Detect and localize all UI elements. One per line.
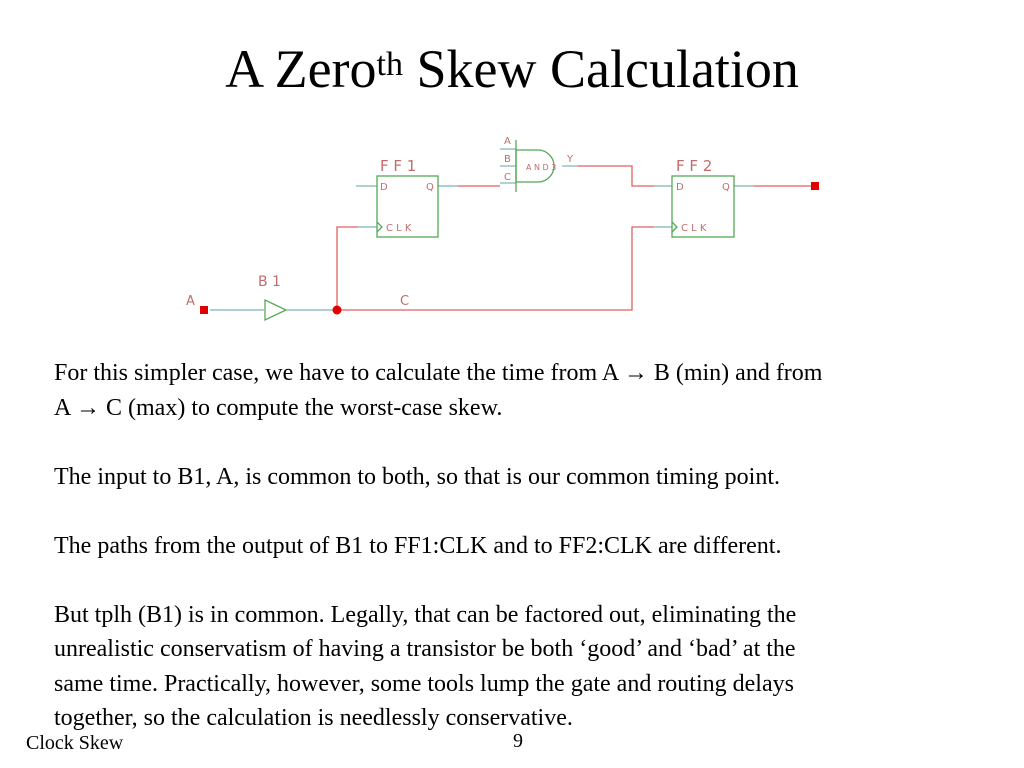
paragraph-1-line-1: For this simpler case, we have to calculate the time from A → B (min) and from (54, 360, 823, 386)
paragraph-1 (54, 356, 984, 425)
circuit-schematic (0, 0, 1024, 340)
net-c-label: C (400, 294, 410, 309)
title-main: A Zero (225, 39, 377, 99)
and3-output-y: Y (567, 154, 574, 165)
paragraph-3: The paths from the output of B1 to FF1:CLK and to FF2:CLK are different. (54, 532, 782, 559)
junction-dot (333, 306, 342, 315)
paragraph-4-line-4: together, so the calculation is needlessly conservative. (54, 705, 573, 731)
title-rest: Skew Calculation (402, 39, 799, 99)
slide-body (54, 356, 984, 736)
ff1-q-pin: Q (426, 182, 434, 193)
ff1-d-pin: D (380, 182, 388, 193)
component-outlines (265, 140, 734, 320)
ff2-label: F F 2 (676, 157, 713, 175)
paragraph-1-line-2: A → C (max) to compute the worst-case skew. (54, 394, 503, 421)
wires (337, 166, 812, 310)
buffer-b1 (265, 300, 286, 320)
ff1-label: F F 1 (380, 157, 417, 175)
paragraph-4 (54, 598, 984, 736)
and3-input-c: C (504, 172, 511, 183)
input-a-terminal (200, 306, 208, 314)
input-a-label: A (186, 294, 195, 309)
ff2-q-pin: Q (722, 182, 730, 193)
and3-input-a: A (504, 136, 511, 147)
buffer-label: B 1 (258, 274, 281, 290)
title-superscript: th (376, 46, 403, 83)
output-terminal (811, 182, 819, 190)
paragraph-4-line-1: But tplh (B1) is in common. Legally, that can be factored out, eliminating the (54, 601, 797, 628)
paragraph-4-line-3: same time. Practically, however, some tools lump the gate and routing delays (54, 670, 794, 697)
paragraph-2: The input to B1, A, is common to both, so that is our common timing point. (54, 463, 780, 490)
footer-label: Clock Skew (26, 732, 124, 754)
and3-label: A N D 3 (526, 163, 557, 172)
paragraph-4-line-2: unrealistic conservatism of having a transistor be both ‘good’ and ‘bad’ at the (54, 636, 796, 662)
and3-input-b: B (504, 154, 511, 165)
ff1-clk-pin: C L K (386, 223, 412, 234)
page-number: 9 (513, 730, 523, 752)
ff2-d-pin: D (676, 182, 684, 193)
ff2-clk-pin: C L K (681, 223, 707, 234)
